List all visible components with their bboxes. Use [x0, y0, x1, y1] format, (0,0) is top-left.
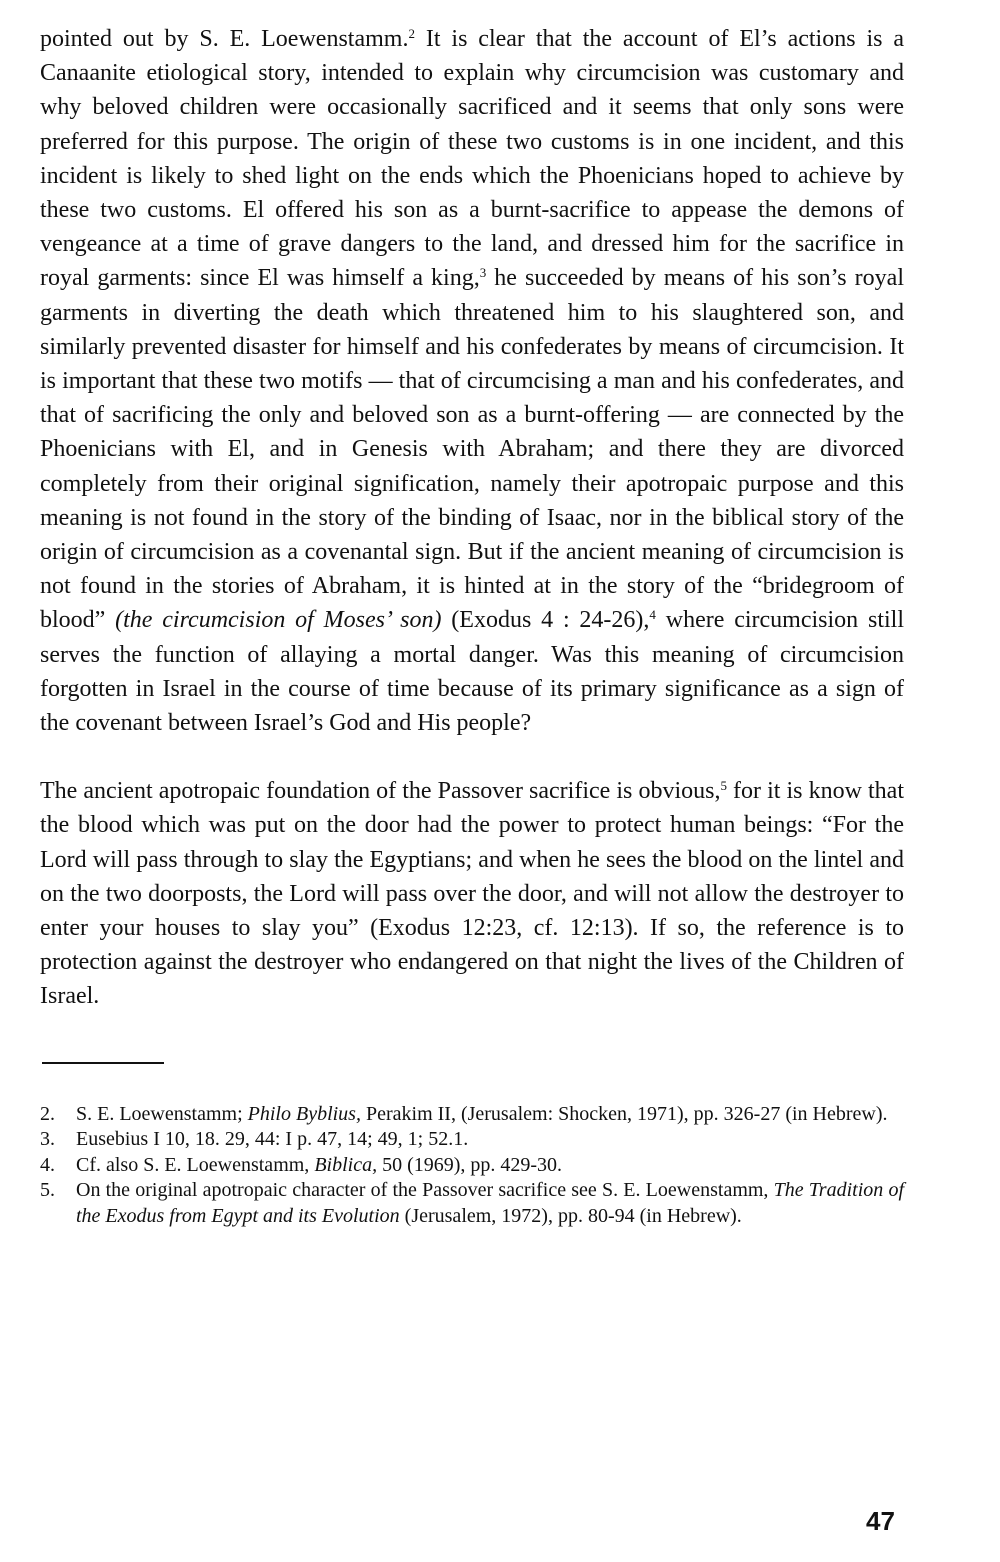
italic-text: Philo Byblius, — [247, 1102, 361, 1125]
footnote-text — [76, 1127, 904, 1153]
text-run: where circumcision still serves the function of allaying a mortal danger. Was this meaning of circumcision forgotten in Israel in the course of time because of its primary significance as a sign of the covenant between Israel’s God and His people? — [40, 607, 904, 737]
italic-text: Biblica, — [314, 1153, 378, 1176]
footnote-5 — [40, 1178, 904, 1229]
text-run: 50 (1969), pp. 429-30. — [377, 1153, 563, 1176]
text-run: On the original apotropaic character of the Passover sacrifice see S. E. Loewenstamm, — [76, 1179, 774, 1202]
body-paragraph-1 — [40, 22, 904, 740]
text-run: he succeeded by means of his son’s royal garments in diverting the death which threatened him to his slaughtered son, and similarly prevented disaster for himself and his confederates by means of circumcision. It is important that these two motifs — that of circumcising a man and his confederates, and that of sacrificing the only and beloved son as a burnt-offering — are connected by the Phoenicians with El, and in Genesis with Abraham; and there they are divorced completely from their original signification, namely their apotropaic purpose and this meaning is not found in the story of the binding of Isaac, nor in the biblical story of the origin of circumcision as a covenantal sign. But if the ancient meaning of circumcision is not found in the stories of Abraham, it is hinted at in the story of the “bridegroom of blood” — [40, 265, 904, 634]
footnote-number: 3. — [40, 1128, 55, 1151]
text-run: Perakim II, (Jerusalem: Shocken, 1971), pp. 326-27 (in Hebrew). — [360, 1102, 888, 1125]
text-run: for it is know that the blood which was put on the door had the power to protect human beings: “For the Lord will pass through to slay the Egyptians; and when he sees the blood on the lintel and on the two doorposts, the Lord will pass over the door, and will not allow the destroyer to enter your houses to slay you” (Exodus 12:23, cf. 12:13). If so, the reference is to protection against the destroyer who endangered on that night the lives of the Children of Israel. — [40, 778, 904, 1010]
footnotes — [40, 1102, 904, 1230]
footnote-reference: 4 — [649, 607, 656, 623]
text-run: Eusebius I 10, 18. 29, 44: I p. 47, 14; 49, 1; 52.1. — [76, 1128, 469, 1151]
footnote-reference: 5 — [720, 778, 727, 794]
footnote-number: 4. — [40, 1153, 55, 1176]
footnote-2 — [40, 1102, 904, 1128]
footnote-reference: 3 — [479, 265, 487, 281]
text-run: Cf. also S. E. Loewenstamm, — [76, 1153, 315, 1176]
text-run: (Exodus 4 : 24-26), — [441, 607, 650, 634]
text-run: S. E. Loewenstamm; — [76, 1102, 248, 1125]
text-run: pointed out by S. E. Loewenstamm. — [40, 26, 409, 52]
text-run: The ancient apotropaic foundation of the Passover sacrifice is obvious, — [40, 778, 721, 805]
footnote-3 — [40, 1127, 904, 1153]
italic-text: (the circumcision of Moses’ son) — [115, 607, 442, 634]
footnote-number: 5. — [40, 1179, 55, 1202]
footnote-number: 2. — [40, 1102, 55, 1125]
text-run: (Jerusalem, 1972), pp. 80-94 (in Hebrew). — [399, 1204, 742, 1227]
text-run: It is clear that the account of El’s actions is a Canaanite etiological story, intended to explain why circumcision was customary and why beloved children were occasionally sacrificed and it seems that only sons were preferred for this purpose. The origin of these two customs is in one incident, and this incident is likely to shed light on the ends which the Phoenicians hoped to achieve by these two customs. El offered his son as a burnt-sacrifice to appease the demons of vengeance at a time of grave dangers to the land, and dressed him for the sacrifice in royal garments: since El was himself a king, — [40, 26, 905, 292]
footnote-text — [76, 1102, 904, 1128]
footnote-text — [76, 1178, 904, 1229]
footnote-4 — [40, 1153, 904, 1179]
footnote-text — [76, 1153, 904, 1179]
page-number: 47 — [866, 1506, 895, 1536]
footnote-separator — [42, 1062, 164, 1064]
body-paragraph-2 — [40, 774, 904, 1013]
italic-text: The Tradition of the Exodus from Egypt and its Evolution — [76, 1179, 904, 1227]
footnote-reference: 2 — [408, 26, 415, 42]
